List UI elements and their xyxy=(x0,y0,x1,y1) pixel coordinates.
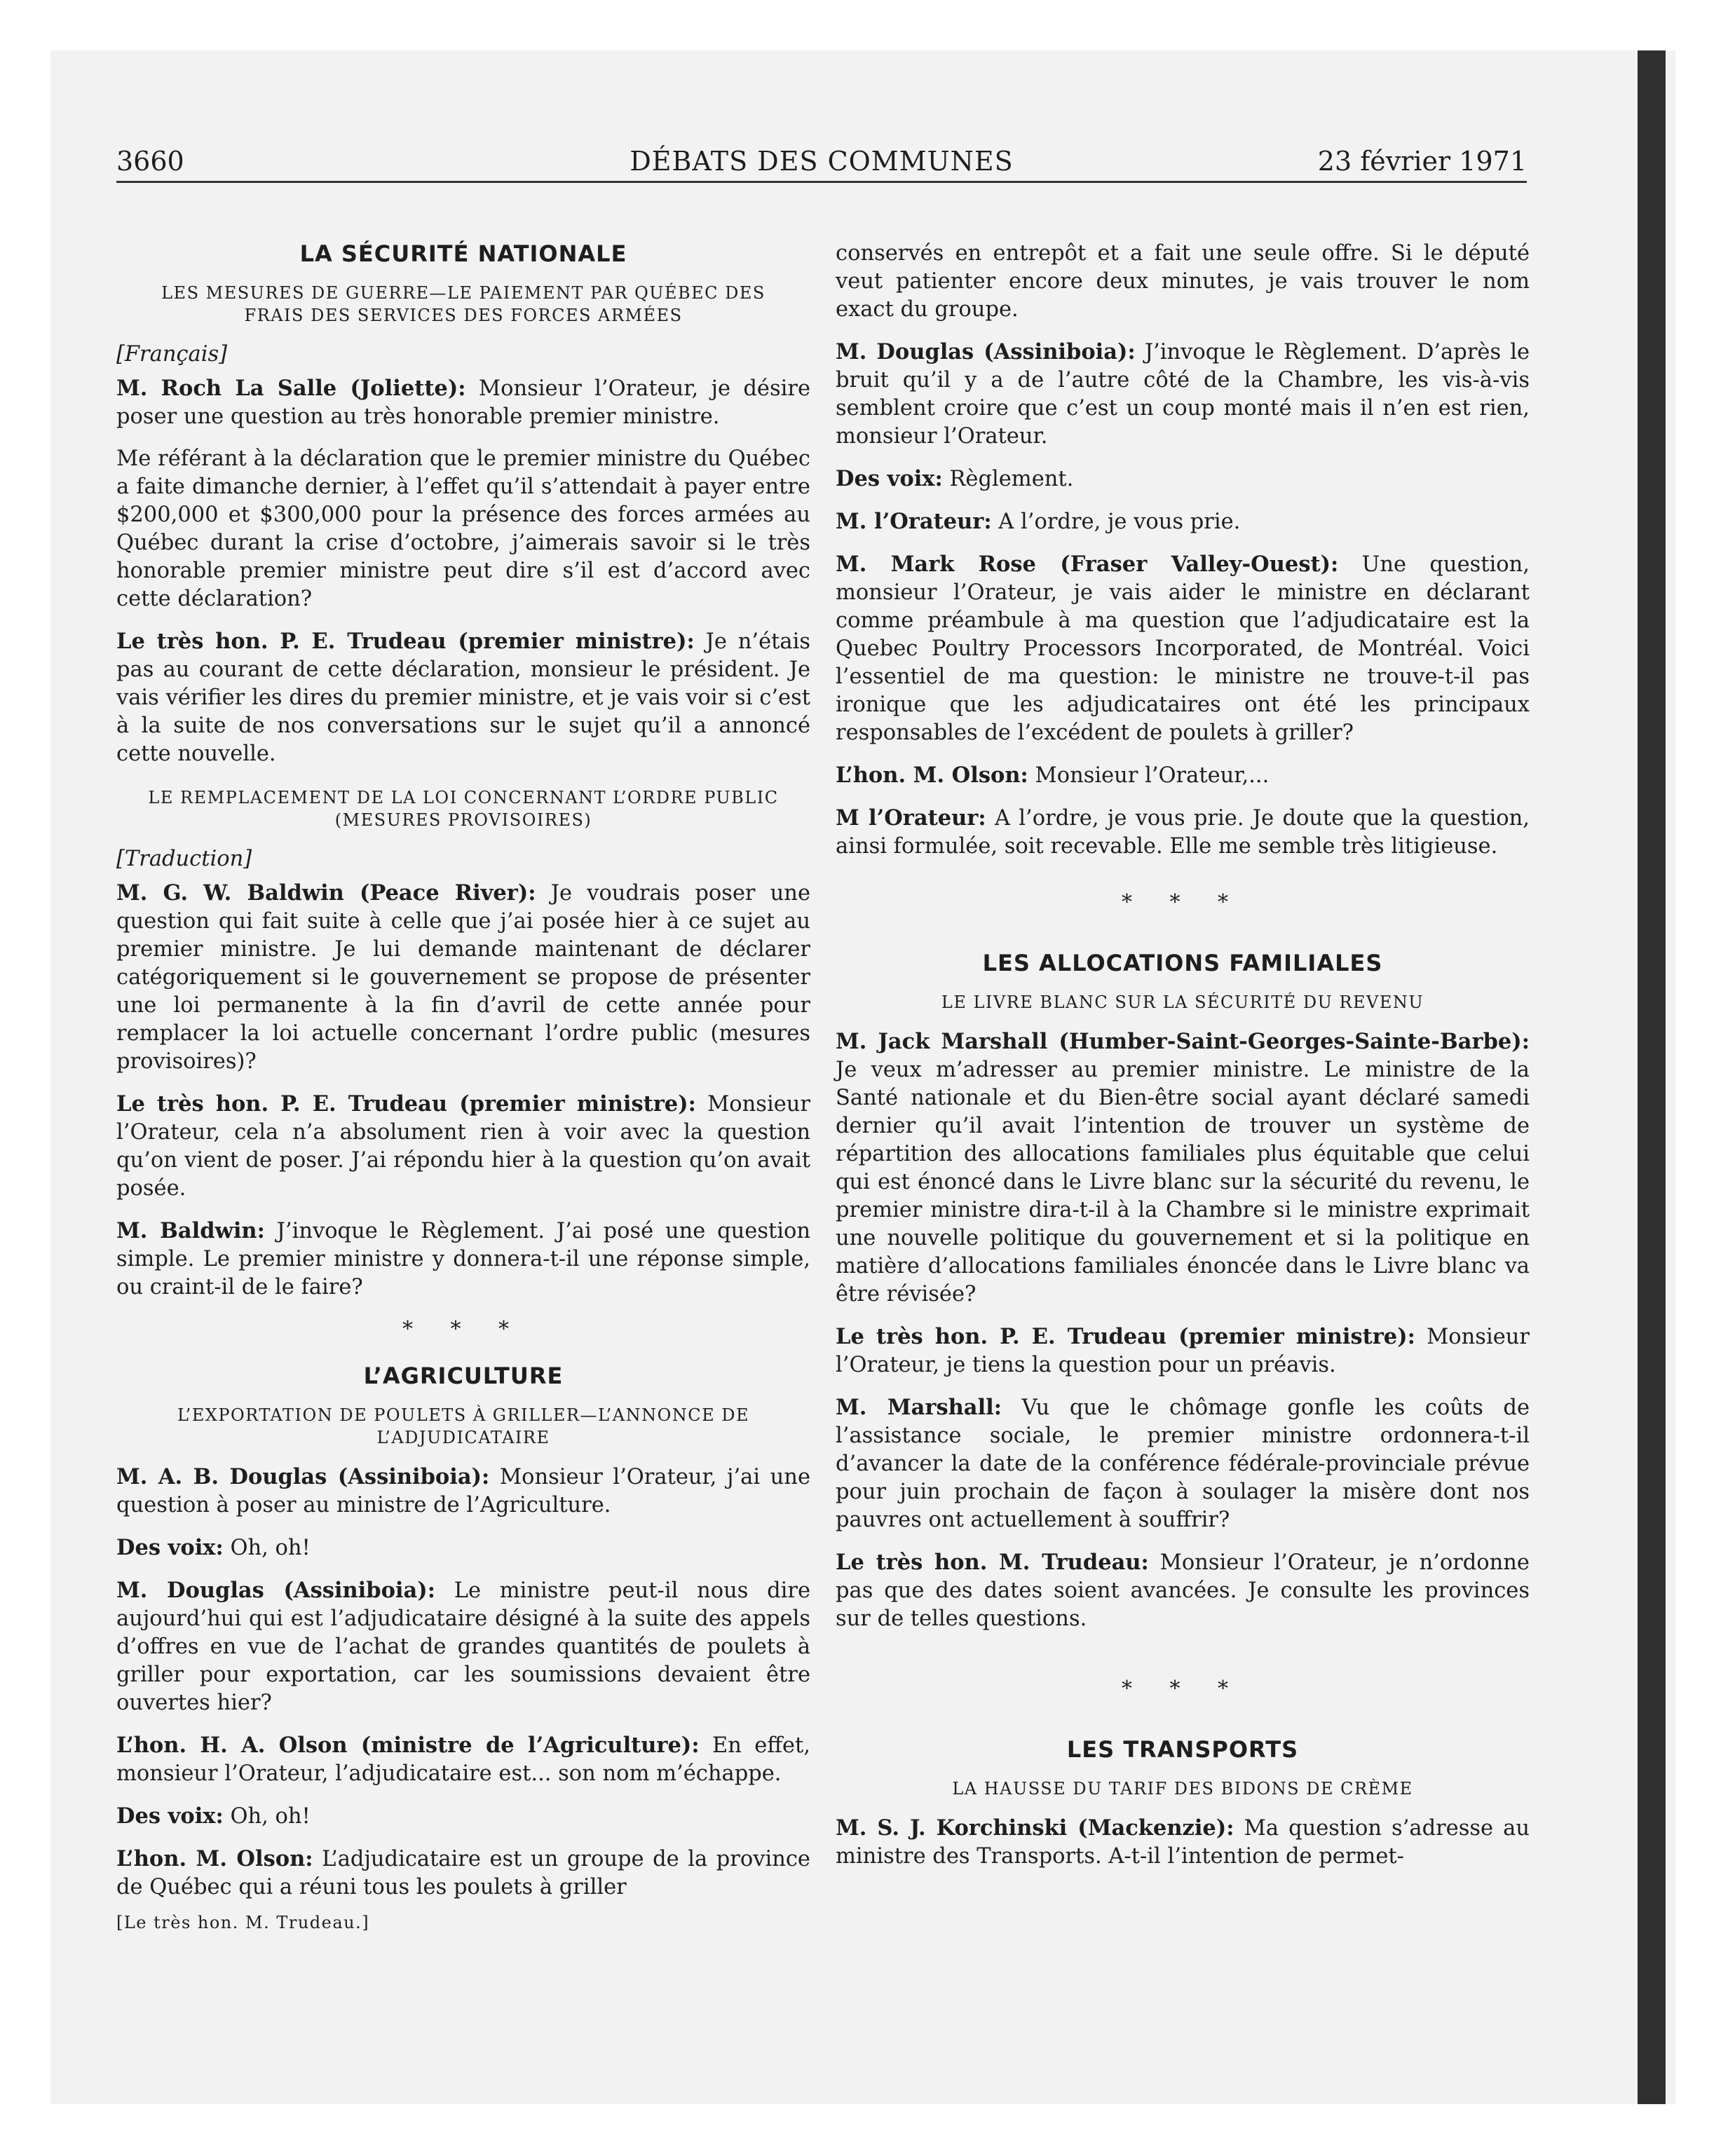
speech xyxy=(836,761,1530,790)
speaker: Des voix: xyxy=(116,1535,224,1560)
scan-edge xyxy=(1638,50,1666,2104)
section-separator: * * * xyxy=(402,1317,525,1342)
speech-text: Oh, oh! xyxy=(223,1804,311,1829)
speech-text: Monsieur l’Orateur,... xyxy=(1028,763,1270,788)
speech-text: Ma question s’adresse au ministre des Transports. A-t-il l’intention de permet- xyxy=(836,1816,1530,1869)
section-subtitle: LES MESURES DE GUERRE—LE PAIEMENT PAR QUÉBEC DES FRAIS DES SERVICES DES FORCES ARMÉES xyxy=(161,283,766,325)
issue-date: 23 février 1971 xyxy=(1317,146,1527,177)
section-title: LES ALLOCATIONS FAMILIALES xyxy=(982,950,1383,976)
speech-text: Monsieur l’Orateur, j’ai une question à poser au ministre de l’Agriculture. xyxy=(116,1465,810,1517)
speech-text: Me référant à la déclaration que le premier ministre du Québec a faite dimanche dernier, à l’effet qu’il s’attendait à payer entre $200,000 et $300,000 pour la présence des forces armées au Québec durant la crise d’octobre, j’aimerais savoir si le très honorable premier ministre peut dire s’il est d’accord avec cette déclaration? xyxy=(116,446,810,611)
speech-text: J’invoque le Règlement. J’ai posé une question simple. Le premier ministre y donnera-t-il une réponse simple, ou craint-il de le faire? xyxy=(116,1219,810,1299)
left-column xyxy=(116,240,810,1937)
speech-text: Vu que le chômage gonfle les coûts de l’assistance sociale, le premier ministre ordonnera-t-il d’avancer la date de la conférence fédérale-provinciale prévue pour juin prochain de façon à soulager la misère dont nos pauvres ont actuellement à souffrir? xyxy=(836,1396,1530,1532)
speech xyxy=(116,1534,810,1562)
section-separator: * * * xyxy=(1121,890,1244,915)
section-title: LES TRANSPORTS xyxy=(1066,1736,1299,1763)
speaker: L’hon. H. A. Olson (ministre de l’Agriculture): xyxy=(116,1733,700,1758)
speech xyxy=(116,1845,810,1902)
speech xyxy=(836,1323,1530,1379)
speech xyxy=(116,1731,810,1788)
speaker: M. Douglas (Assiniboia): xyxy=(836,339,1136,364)
speech-text: Je voudrais poser une question qui fait suite à celle que j’ai posée hier à ce sujet au premier ministre. Je lui demande maintenant de déclarer catégoriquement si le gouvernement se propose de présenter une loi permanente à la fin d’avril de cette année pour remplacer la loi actuelle concernant l’ordre public (mesures provisoires)? xyxy=(116,881,811,1074)
speech xyxy=(836,465,1530,493)
footer-note: [Le très hon. M. Trudeau.] xyxy=(116,1913,370,1932)
speaker: M. Douglas (Assiniboia): xyxy=(116,1578,435,1603)
speaker: M. S. J. Korchinski (Mackenzie): xyxy=(836,1815,1234,1841)
speech-text: Monsieur l’Orateur, je tiens la question pour un préavis. xyxy=(836,1325,1530,1377)
speech-text: Je veux m’adresser au premier ministre. Le ministre de la Santé nationale et du Bien-être social ayant déclaré samedi dernier qu’il avait l’intention de trouver un système de répartition des allocations familiales plus équitable que celui qui est énoncé dans le Livre blanc sur la sécurité du revenu, le premier ministre dira-t-il à la Chambre si le ministre exprimait une nouvelle politique du gouvernement et si la politique en matière d’allocations familiales énoncée dans le Livre blanc va être révisée? xyxy=(836,1058,1530,1306)
speech-text: En effet, monsieur l’Orateur, l’adjudicataire est... son nom m’échappe. xyxy=(116,1733,810,1786)
speech-text: L’adjudicataire est un groupe de la province de Québec qui a réuni tous les poulets à griller xyxy=(116,1847,810,1899)
speech-text: J’invoque le Règlement. D’après le bruit qu’il y a de l’autre côté de la Chambre, les vis-à-vis semblent croire que c’est un coup monté mais il n’en est rien, monsieur l’Orateur. xyxy=(836,340,1530,449)
speech-text: Monsieur l’Orateur, je n’ordonne pas que des dates soient avancées. Je consulte les provinces sur de telles questions. xyxy=(836,1550,1530,1631)
speaker: M. A. B. Douglas (Assiniboia): xyxy=(116,1464,490,1489)
speech xyxy=(836,550,1530,747)
speech-text: Une question, monsieur l’Orateur, je vais aider le ministre en déclarant comme préambule à ma question que l’adjudicataire est la Quebec Poultry Processors Incorporated, de Montréal. Voici l’essentiel de ma question: le ministre ne trouve-t-il pas ironique que les adjudicataires ont été les principaux responsables de l’excédent de poulets à griller? xyxy=(836,552,1530,745)
speech xyxy=(116,445,810,613)
speech xyxy=(116,879,810,1076)
speech-text: Règlement. xyxy=(942,467,1074,491)
speaker: L’hon. M. Olson: xyxy=(836,763,1028,788)
speech-text: conservés en entrepôt et a fait une seule offre. Si le député veut patienter encore deux minutes, je vais trouver le nom exact du groupe. xyxy=(836,241,1530,322)
speech xyxy=(116,1217,810,1302)
speech xyxy=(836,338,1530,451)
speaker: M. G. W. Baldwin (Peace River): xyxy=(116,880,536,906)
section-title: LA SÉCURITÉ NATIONALE xyxy=(299,240,627,267)
speaker: M. Jack Marshall (Humber-Saint-Georges-Sainte-Barbe): xyxy=(836,1029,1530,1054)
publication-title: DÉBATS DES COMMUNES xyxy=(630,146,1014,177)
speech xyxy=(116,1090,810,1203)
speaker: M. Baldwin: xyxy=(116,1218,265,1243)
section-title: L’AGRICULTURE xyxy=(363,1363,564,1389)
speech xyxy=(116,374,810,431)
speaker: Le très hon. P. E. Trudeau (premier ministre): xyxy=(116,1091,696,1117)
right-column xyxy=(836,240,1530,1885)
speech xyxy=(836,1028,1530,1309)
section-subtitle: LA HAUSSE DU TARIF DES BIDONS DE CRÈME xyxy=(952,1779,1413,1799)
speaker: M l’Orateur: xyxy=(836,805,986,831)
speech-text: Monsieur l’Orateur, je désire poser une question au très honorable premier ministre. xyxy=(116,376,811,429)
speech xyxy=(116,627,810,768)
speech-text: Oh, oh! xyxy=(223,1536,311,1560)
speech xyxy=(116,1463,810,1520)
section-subtitle: LE REMPLACEMENT DE LA LOI CONCERNANT L’ORDRE PUBLIC (MESURES PROVISOIRES) xyxy=(148,788,779,830)
speech xyxy=(836,1814,1530,1871)
speaker: Des voix: xyxy=(836,466,943,491)
section-subtitle: LE LIVRE BLANC SUR LA SÉCURITÉ DU REVENU xyxy=(941,992,1424,1012)
speech xyxy=(836,804,1530,861)
speech-text: Le ministre peut-il nous dire aujourd’hui qui est l’adjudicataire désigné à la suite des appels d’offres en vue de l’achat de grandes quantités de poulets à griller pour exportation, car les soumissions devaient être ouvertes hier? xyxy=(116,1578,810,1715)
speaker: Le très hon. M. Trudeau: xyxy=(836,1550,1149,1575)
running-header xyxy=(116,140,1527,182)
speaker: L’hon. M. Olson: xyxy=(116,1846,313,1871)
speaker: Des voix: xyxy=(116,1803,224,1829)
language-note: [Français] xyxy=(116,342,228,367)
speaker: Le très hon. P. E. Trudeau (premier ministre): xyxy=(836,1324,1415,1349)
speaker: M. Marshall: xyxy=(836,1395,1002,1420)
speech-text: Monsieur l’Orateur, cela n’a absolument rien à voir avec la question qu’on vient de poser. J’ai répondu hier à la question qu’on avait posée. xyxy=(116,1092,810,1201)
speech xyxy=(836,507,1530,536)
speech xyxy=(116,1576,810,1717)
speech xyxy=(836,1393,1530,1534)
speech xyxy=(836,1548,1530,1633)
speech-text: A l’ordre, je vous prie. xyxy=(991,510,1241,534)
header-rule xyxy=(116,181,1527,183)
speaker: M. Mark Rose (Fraser Valley-Ouest): xyxy=(836,552,1339,577)
speech-text: Je n’étais pas au courant de cette déclaration, monsieur le président. Je vais vérifier les dires du premier ministre, et je vais voir si c’est à la suite de nos conversations sur le sujet qu’il a annoncé cette nouvelle. xyxy=(116,629,811,766)
section-separator: * * * xyxy=(1121,1677,1244,1701)
speaker: M. Roch La Salle (Joliette): xyxy=(116,376,466,401)
page-number: 3660 xyxy=(116,146,184,177)
speech xyxy=(116,1802,810,1831)
speech xyxy=(836,240,1530,324)
speaker: M. l’Orateur: xyxy=(836,509,992,534)
language-note: [Traduction] xyxy=(116,847,252,871)
speech-text: A l’ordre, je vous prie. Je doute que la question, ainsi formulée, soit recevable. Elle me semble très litigieuse. xyxy=(836,806,1530,859)
speaker: Le très hon. P. E. Trudeau (premier ministre): xyxy=(116,629,695,654)
section-subtitle: L’EXPORTATION DE POULETS À GRILLER—L’ANNONCE DE L’ADJUDICATAIRE xyxy=(177,1405,750,1447)
